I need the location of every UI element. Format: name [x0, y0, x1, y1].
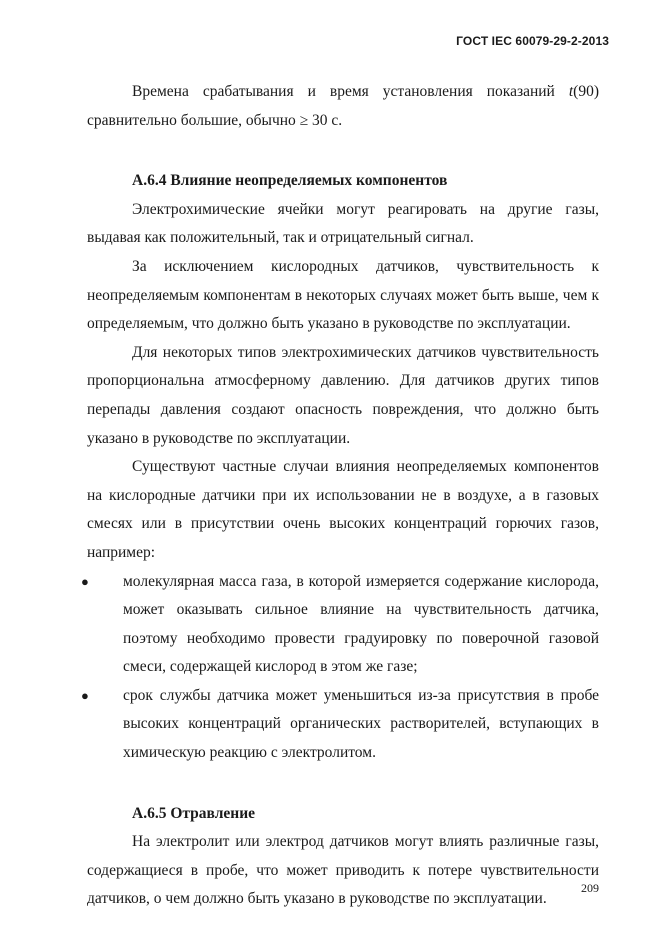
a64-bullet-list [81, 568, 599, 768]
a64-bullet-item-1 [81, 568, 599, 682]
intro-text-after: (90) сравнительно большие, обычно ≥ 30 с. [87, 83, 599, 129]
section-a65-heading: А.6.5 Отравление [132, 804, 256, 822]
a64-paragraph-4: Существуют частные случаи влияния неопределяемых компонентов на кислородные датчики при их использовании не в воздухе, а в газовых смесях или в присутствии очень высоких концентраций горючих газов, например: [87, 458, 599, 561]
a64-bullet-text-1: молекулярная масса газа, в которой измеряется содержание кислорода, может оказывать сильное влияние на чувствительность датчика, поэтому необходимо провести градуировку по поверочной газовой смеси, содержащей кислород в этом же газе; [123, 572, 599, 676]
a64-bullet-text-2: срок службы датчика может уменьшиться из-за присутствия в пробе высоких концентраций органических растворителей, вступающих в химическую реакцию с электролитом. [123, 686, 599, 762]
a64-paragraph-3: Для некоторых типов электрохимических датчиков чувствительность пропорциональна атмосферному давлению. Для датчиков других типов перепады давления создают опасность повреждения, что должно быть указано в руководстве по эксплуатации. [87, 343, 599, 447]
page-body [81, 78, 599, 914]
bullet-icon: ● [81, 687, 89, 703]
a64-paragraph-2: За исключением кислородных датчиков, чувствительность к неопределяемым компонентам в некоторых случаях может быть выше, чем к определяемым, что должно быть указано в руководстве по эксплуатации. [87, 257, 599, 333]
intro-variable-t: t [568, 83, 574, 100]
a64-paragraph-1: Электрохимические ячейки могут реагировать на другие газы, выдавая как положительный, так и отрицательный сигнал. [87, 200, 599, 247]
document-code-header: ГОСТ IEC 60079-29-2-2013 [456, 34, 609, 48]
intro-text-before: Времена срабатывания и время установления показаний [132, 83, 569, 100]
a65-paragraph-1: На электролит или электрод датчиков могут влиять различные газы, содержащиеся в пробе, что может приводить к потере чувствительности датчиков, о чем должно быть указано в руководстве по эксплуатации. [87, 833, 599, 908]
bullet-icon: ● [81, 573, 89, 589]
page-number: 209 [581, 881, 599, 895]
intro-paragraph [87, 78, 599, 135]
section-a64-heading: А.6.4 Влияние неопределяемых компонентов [132, 172, 448, 190]
a64-bullet-item-2 [81, 682, 599, 768]
